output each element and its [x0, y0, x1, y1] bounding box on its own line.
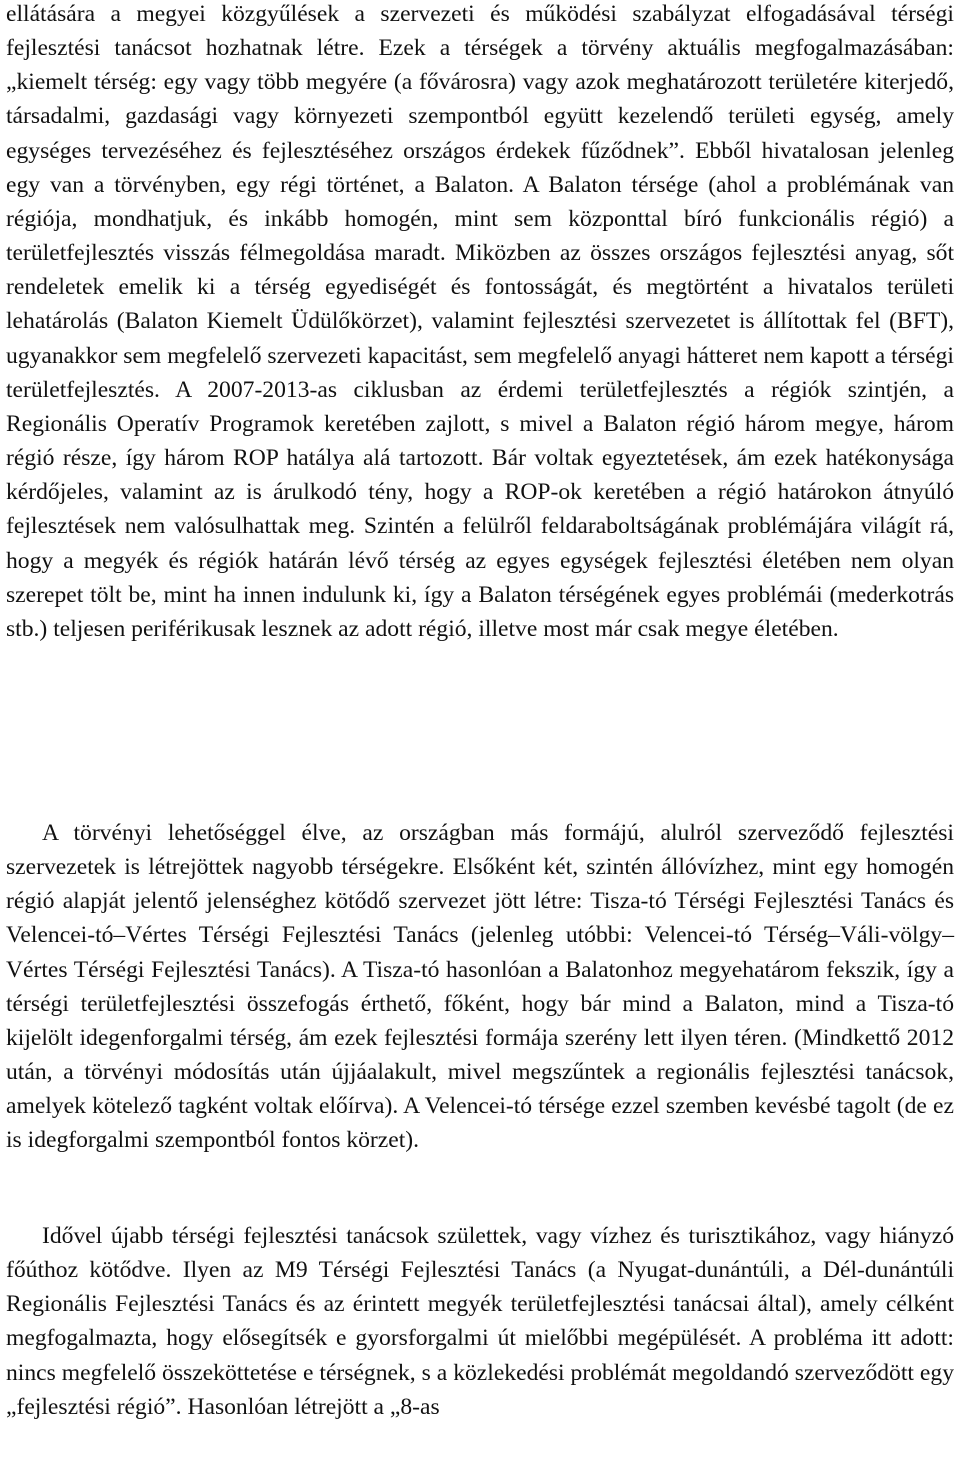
paragraph: ellátására a megyei közgyűlések a szervezeti és működési szabályzat elfogadásával térségi fejlesztési tanácsot hozhatnak létre. Ezek a térségek a törvény aktuális megfogalmazásában: „kiemelt térség: egy vagy több megyére (a fővárosra) vagy azok meghatározott területére kiterjedő, társadalmi, gazdasági vagy környezeti szempontból együtt kezelendő területi egység, amely egységes tervezéséhez és fejlesztéséhez országos érdekek fűződnek”. Ebből hivatalosan jelenleg egy van a törvényben, egy régi történet, a Balaton. A Balaton térsége (ahol a problémának van régiója, mondhatjuk, és inkább homogén, mint sem központtal bíró funkcionális régió) a területfejlesztés visszás félmegoldása maradt. Miközben az összes országos fejlesztési anyag, sőt rendeletek emelik ki a térség egyediségét és fontosságát, és megtörtént a hivatalos területi lehatárolás (Balaton Kiemelt Üdülőkörzet), valamint fejlesztési szervezetet is állítottak fel (BFT), ugyanakkor sem megfelelő szervezeti kapacitást, sem megfelelő anyagi hátteret nem kapott a térségi területfejlesztés. A 2007-2013-as ciklusban az érdemi területfejlesztés a régiók szintjén, a Regionális Operatív Programok keretében zajlott, s mivel a Balaton régió három megye, három régió része, így három ROP hatálya alá tartozott. Bár voltak egyeztetések, ám ezek hatékonysága kérdőjeles, valamint az is árulkodó tény, hogy a ROP-ok keretében a régió határokon átnyúló fejlesztések nem valósulhattak meg. Szintén a felülről feldaraboltságának problémájára világít rá, hogy a megyék és régiók határán lévő térség az egyes egységek fejlesztési életében nem olyan szerepet tölt be, mint ha innen indulunk ki, így a Balaton térségének egyes problémái (mederkotrás stb.) teljesen periférikusak lesznek az adott régió, illetve most már csak megye életében. — [6, 1, 954, 642]
paragraph: A törvényi lehetőséggel élve, az országban más formájú, alulról szerveződő fejlesztési szervezetek is létrejöttek nagyobb térségekre. Elsőként két, szintén állóvízhez, mint egy homogén régió alapját jelentő jelenséghez kötődő szervezet jött létre: Tisza-tó Térségi Fejlesztési Tanács és Velencei-tó–Vértes Térségi Fejlesztési Tanács (jelenleg utóbbi: Velencei-tó Térség–Váli-völgy–Vértes Térségi Fejlesztési Tanács). A Tisza-tó hasonlóan a Balatonhoz megyehatárom fekszik, így a térségi területfejlesztési összefogás érthető, főként, hogy bár mind a Balaton, mind a Tisza-tó kijelölt idegenforgalmi térség, ám ezek fejlesztési formája szerény lett ilyen téren. (Mindkettő 2012 után, a törvényi módosítás után újjáalakult, mivel megszűntek a regionális fejlesztési tanácsok, amelyek kötelező tagként voltak előírva). A Velencei-tó térsége ezzel szemben kevésbé tagolt (de ez is idegforgalmi szempontból fontos körzet). — [6, 820, 954, 1154]
paragraph: Idővel újabb térségi fejlesztési tanácsok születtek, vagy vízhez és turisztikához, vagy hiányzó főúthoz kötődve. Ilyen az M9 Térségi Fejlesztési Tanács (a Nyugat-dunántúli, a Dél-dunántúli Regionális Fejlesztési Tanács és az érintett megyék területfejlesztési tanácsai által), amely célként megfogalmazta, hogy elősegítsék e gyorsforgalmi út mielőbbi megépülését. A probléma itt adott: nincs megfelelő összeköttetése e térségnek, s a közlekedési problémát megoldandó szerveződött egy „fejlesztési régió”. Hasonlóan létrejött a „8-as — [6, 1223, 954, 1420]
